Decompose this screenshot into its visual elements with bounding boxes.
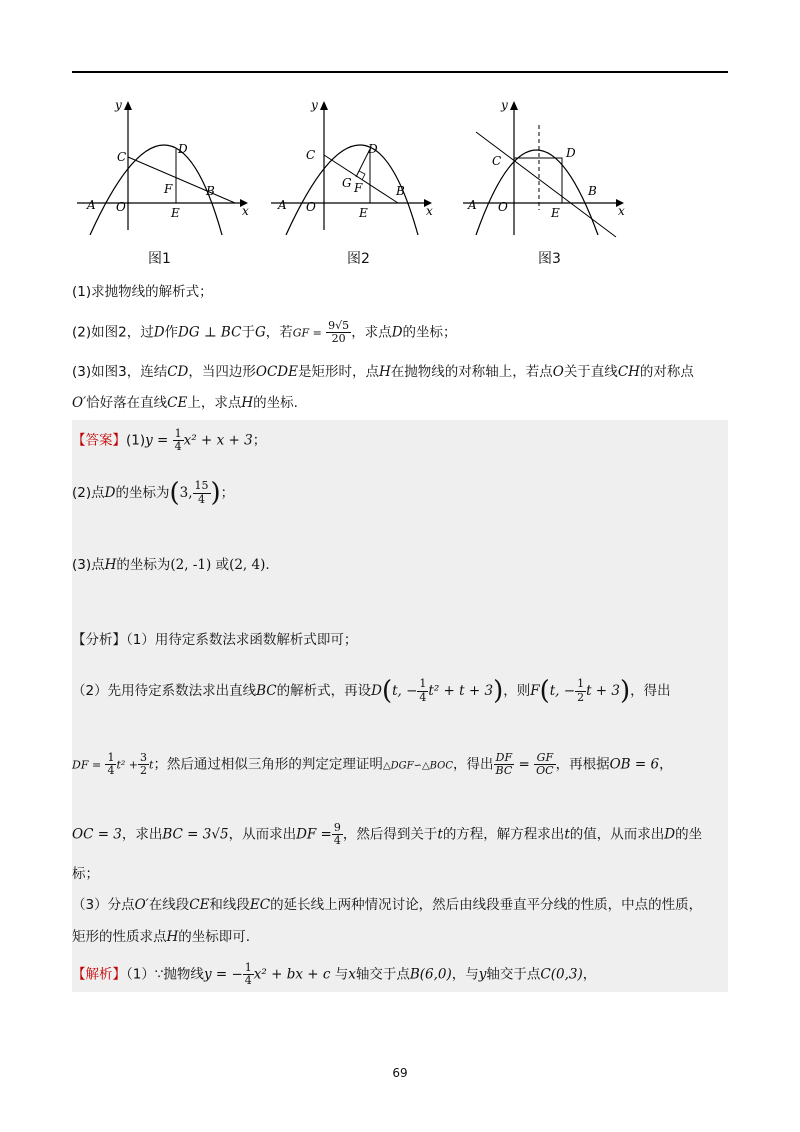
svg-text:B: B [396,184,405,198]
analysis-1: 【分析】（1）用待定系数法求函数解析式即可； [72,632,358,648]
svg-text:D: D [566,146,576,160]
svg-text:x: x [618,204,625,218]
top-rule [72,71,728,73]
figure-3-graph [458,95,648,245]
svg-text:C: C [492,154,502,168]
solution-1: 【解析】（1）∵抛物线y = − $\frac{1}{4}$ x² + bx + c 与x轴交于点B(6,0)，与y轴交于点C(0,3)， [72,961,597,988]
svg-text:C: C [306,148,316,162]
page-number: 69 [392,1066,408,1080]
svg-text:A: A [468,198,477,212]
question-3-line-1: (3)如图3，连结CD，当四边形OCDE是矩形时，点H在抛物线的对称轴上，若点O关于直线CH的对称点 [72,364,694,380]
question-2: (2)如图2，过D作DG ⊥ BC于G，若GF = $\frac{9√5}{20}$ ，求点D的坐标； [72,319,457,346]
answer-tag: 【答案】 [72,432,126,449]
answer-1: 【答案】(1)y = $\frac{1}{4}$ x² + x + 3； [72,427,267,454]
figure-2-graph [266,95,456,240]
svg-text:E: E [359,206,368,220]
figure-3 [458,95,648,245]
svg-text:F: F [354,181,363,195]
svg-text:A: A [278,198,287,212]
figure-1-caption: 图1 [148,251,171,267]
svg-text:x: x [426,204,433,218]
analysis-7: 矩形的性质求点H的坐标即可. [72,929,251,945]
analysis-4: OC = 3，求出BC = 3√5，从而求出DF = $\frac{9}{4}$ ，然后得到关于t的方程，解方程求出t的值，从而求出D的坐 [72,821,703,848]
svg-text:E: E [551,206,560,220]
svg-text:O: O [306,200,316,214]
svg-text:D: D [368,142,378,156]
svg-text:y: y [115,98,122,112]
question-3-line-2: O′恰好落在直线CE上，求点H的坐标. [72,395,298,411]
solution-tag: 【解析】 [72,966,126,983]
analysis-6: （3）分点O′在线段CE和线段EC的延长线上两种情况讨论，然后由线段垂直平分线的性质，中点的性质， [72,897,703,913]
answer-2: (2)点D的坐标为(3, $\frac{15}{4}$ )； [72,478,235,508]
figure-1-graph [72,95,262,240]
answer-3: (3)点H的坐标为(2, -1) 或(2, 4). [72,557,270,573]
svg-text:y: y [501,98,508,112]
svg-text:F: F [164,182,173,196]
figure-2 [266,95,456,240]
gf-fraction: $\frac{9√5}{20}$ [328,319,350,346]
figure-3-caption: 图3 [538,251,561,267]
analysis-2: （2）先用待定系数法求出直线BC的解析式，再设D(t, − $\frac{1}{4}$ t² + t + 3)，则F(t, − $\frac{1}{2}$ t + 3)，得出 [72,676,671,706]
analysis-5: 标； [72,866,99,882]
svg-text:B: B [206,184,215,198]
figure-2-caption: 图2 [347,251,370,267]
analysis-tag: 【分析】 [72,632,126,648]
svg-text:y: y [311,98,318,112]
svg-text:A: A [87,198,96,212]
question-1: (1)求抛物线的解析式； [72,284,213,300]
svg-text:x: x [242,204,249,218]
svg-text:B: B [588,184,597,198]
analysis-3: DF = $\frac{1}{4}$ t² + $\frac{3}{2}$ t；然后通过相似三角形的判定定理证明△DGF∽△BOC，得出 $\frac{DF}{BC}$ = $\frac{GF}{OC}$ ，再根据OB = 6， [72,751,673,778]
figure-1 [72,95,262,240]
svg-text:C: C [117,150,127,164]
svg-text:O: O [498,200,508,214]
svg-text:G: G [342,176,352,190]
svg-text:O: O [116,200,126,214]
svg-text:D: D [178,142,188,156]
svg-text:E: E [171,206,180,220]
